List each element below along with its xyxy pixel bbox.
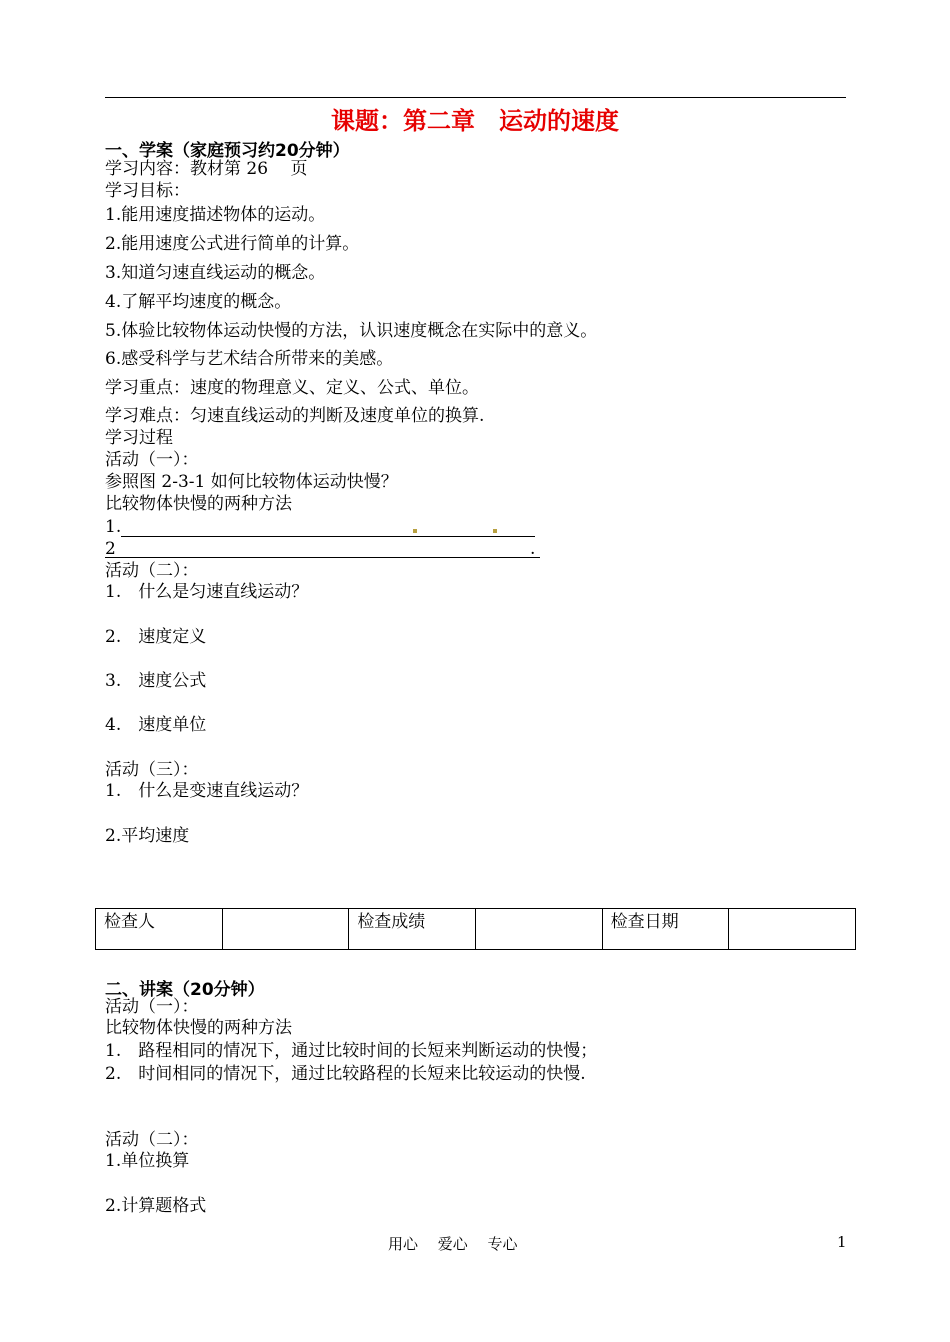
activity-label: 活动（二）： <box>105 1130 199 1150</box>
footer-motto: 用心 爱心 专心 <box>388 1235 518 1253</box>
checker-label: 检查人 <box>96 909 223 950</box>
method-item: 1. 路程相同的情况下，通过比较时间的长短来判断运动的快慢； <box>105 1041 598 1061</box>
objective-item: 5.体验比较物体运动快慢的方法，认识速度概念在实际中的意义。 <box>105 321 598 341</box>
header-rule <box>105 97 846 98</box>
activity-item: 1.单位换算 <box>105 1151 190 1171</box>
answer-blank-line[interactable] <box>105 557 540 558</box>
table-row <box>96 909 856 950</box>
process-label: 学习过程 <box>105 428 173 448</box>
key-points: 学习重点：速度的物理意义、定义、公式、单位。 <box>105 378 479 398</box>
check-table <box>95 908 856 950</box>
difficulties: 学习难点：匀速直线运动的判断及速度单位的换算. <box>105 406 485 426</box>
date-field[interactable] <box>729 909 856 950</box>
objective-item: 6.感受科学与艺术结合所带来的美感。 <box>105 349 394 369</box>
objective-item: 2.能用速度公式进行简单的计算。 <box>105 234 360 254</box>
page-title: 课题：第二章 运动的速度 <box>331 107 619 135</box>
score-label: 检查成绩 <box>349 909 476 950</box>
activity-item: 3. 速度公式 <box>105 671 207 691</box>
answer-blank-line[interactable] <box>121 536 535 537</box>
activity-item: 1. 什么是匀速直线运动？ <box>105 582 309 602</box>
content-line: 学习内容：教材第 26 页 <box>105 159 308 179</box>
date-label: 检查日期 <box>602 909 729 950</box>
activity-item: 2.计算题格式 <box>105 1196 207 1216</box>
activity-item: 2.平均速度 <box>105 826 190 846</box>
objective-item: 4.了解平均速度的概念。 <box>105 292 292 312</box>
activity-label: 活动（一）： <box>105 450 199 470</box>
part2-heading: 二、讲案（20分钟） <box>105 980 265 1000</box>
blank-suffix: . <box>530 539 536 559</box>
activity-item: 1. 什么是变速直线运动？ <box>105 781 309 801</box>
activity-label: 活动（一）： <box>105 997 199 1017</box>
activity-item: 4. 速度单位 <box>105 715 207 735</box>
objective-item: 3.知道匀速直线运动的概念。 <box>105 263 326 283</box>
activity-question: 参照图 2-3-1 如何比较物体运动快慢？ <box>105 472 398 492</box>
part1-heading: 一、学案（家庭预习约20分钟） <box>105 141 350 161</box>
method-item: 2. 时间相同的情况下，通过比较路程的长短来比较运动的快慢. <box>105 1064 586 1084</box>
methods-label: 比较物体快慢的两种方法 <box>105 1018 292 1038</box>
activity-label: 活动（三）： <box>105 760 199 780</box>
blank-prefix: 2 <box>105 539 116 559</box>
objectives-label: 学习目标： <box>105 181 190 201</box>
score-field[interactable] <box>475 909 602 950</box>
blank-prefix: 1. <box>105 517 122 537</box>
objective-item: 1.能用速度描述物体的运动。 <box>105 205 326 225</box>
checker-field[interactable] <box>222 909 349 950</box>
marker-dot <box>493 529 497 533</box>
methods-label: 比较物体快慢的两种方法 <box>105 494 292 514</box>
page-number: 1 <box>837 1233 847 1251</box>
activity-item: 2. 速度定义 <box>105 627 207 647</box>
marker-dot <box>413 529 417 533</box>
activity-label: 活动（二）： <box>105 561 199 581</box>
